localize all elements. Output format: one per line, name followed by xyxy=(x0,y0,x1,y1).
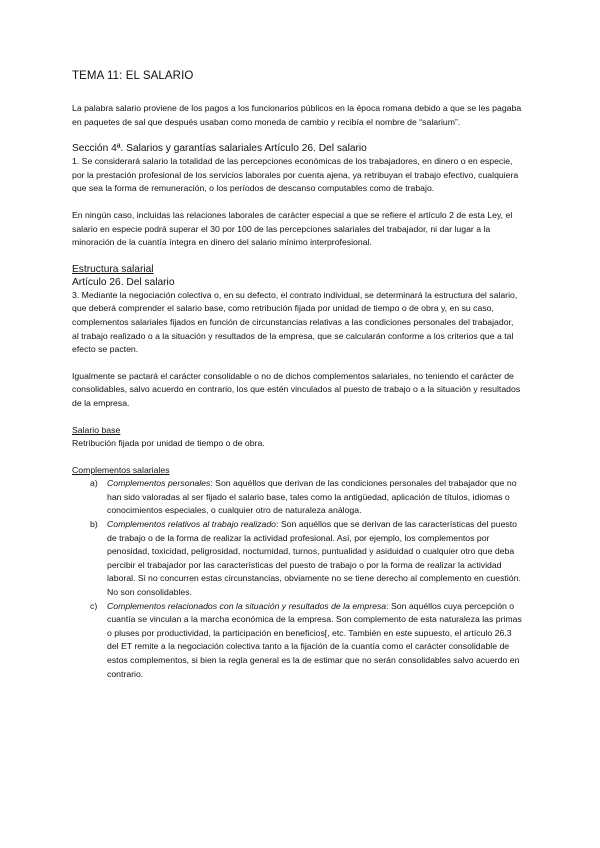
list-item-text: : Son aquéllos que derivan de las condiciones personales del trabajador que no han sido valoradas al ser fijado el salario base, tales como la antigüedad, aplicación de títulos, idiomas o conocimientos especiales, o cualquier otro de naturaleza análoga. xyxy=(107,478,517,516)
page-title: TEMA 11: EL SALARIO xyxy=(72,70,194,82)
list-item xyxy=(72,477,522,518)
list-item-term: Complementos personales xyxy=(107,478,211,489)
list-item xyxy=(72,518,522,600)
salario-base-text: Retribución fijada por unidad de tiempo o de obra. xyxy=(72,438,265,449)
estructura-paragraph-2: Igualmente se pactará el carácter consolidable o no de dichos complementos salariales, no teniendo el carácter de consolidables, salvo acuerdo en contrario, los que estén vinculados al puesto de trabajo o a la situación y resultados de la empresa. xyxy=(72,370,521,408)
list-item-text: : Son aquéllos que se derivan de las características del puesto de trabajo o de la forma de realizar la actividad profesional. Así, por ejemplo, los complementos por penosidad, toxicidad, peligrosidad, nocturnidad, turnos, puntualidad y asiduidad o cualquier otro que deba percibir el trabajador por las características del puesto de trabajo o por la forma de realizar la actividad laboral. Si no concurren estas circunstancias, obviamente no se tiene derecho al complemento en cuestión. No son consolidables. xyxy=(107,519,521,598)
complementos-list xyxy=(72,477,522,681)
list-item-term: Complementos relativos al trabajo realizado xyxy=(107,519,277,530)
salario-base-heading: Salario base xyxy=(72,424,121,435)
section-4-heading: Sección 4ª. Salarios y garantías salariales Artículo 26. Del salario xyxy=(72,143,367,155)
document-body xyxy=(72,70,522,681)
list-item-term: Complementos relacionados con la situación y resultados de la empresa xyxy=(107,600,387,611)
estructura-heading: Estructura salarial xyxy=(72,263,154,275)
estructura-subheading: Artículo 26. Del salario xyxy=(72,276,175,288)
list-marker: a) xyxy=(90,478,98,489)
article-26-paragraph-2: En ningún caso, incluidas las relaciones laborales de carácter especial a que se refiere el artículo 2 de esta Ley, el salario en especie podrá superar el 30 por 100 de las percepciones salariales del trabajador, ni dar lugar a la minoración de la cuantía íntegra en dinero del salario mínimo interprofesional. xyxy=(72,209,513,248)
estructura-paragraph-1: 3. Mediante la negociación colectiva o, en su defecto, el contrato individual, se determinará la estructura del salario, que deberá comprender el salario base, como retribución fijada por unidad de tiempo o de obra y, en su caso, complementos salariales fijados en función de circunstancias relativas a las condiciones personales del trabajador, al trabajo realizado o a la situación y resultados de la empresa, que se calcularán conforme a los criterios que a tal efecto se pacten. xyxy=(72,289,518,355)
intro-paragraph: La palabra salario proviene de los pagos a los funcionarios públicos en la época romana debido a que se les pagaba en paquetes de sal que después usaban como moneda de cambio y recibía el nombre de “salarium”. xyxy=(72,103,522,127)
complementos-heading: Complementos salariales xyxy=(72,464,170,475)
article-26-paragraph-1: 1. Se considerará salario la totalidad de las percepciones económicas de los trabajadores, en dinero o en especie, por la prestación profesional de los servicios laborales por cuenta ajena, ya retribuyan el trabajo efectivo, cualquiera que sea la forma de remuneración, o los períodos de descanso computables como de trabajo. xyxy=(72,156,519,194)
list-item-text: : Son aquéllos cuya percepción o cuantía se vinculan a la marcha económica de la empresa. Son complemento de esta naturaleza las primas o pluses por productividad, la participación en beneficios[, etc. También en este supuesto, el artículo 26.3 del ET remite a la negociación colectiva tanto a la fijación de la cuantía como el carácter consolidable de estos complementos, si bien la regla general es la de estimar que no serán consolidables salvo acuerdo en contrario. xyxy=(107,600,522,679)
list-marker: c) xyxy=(90,600,98,611)
list-marker: b) xyxy=(90,519,98,530)
list-item xyxy=(72,600,522,682)
